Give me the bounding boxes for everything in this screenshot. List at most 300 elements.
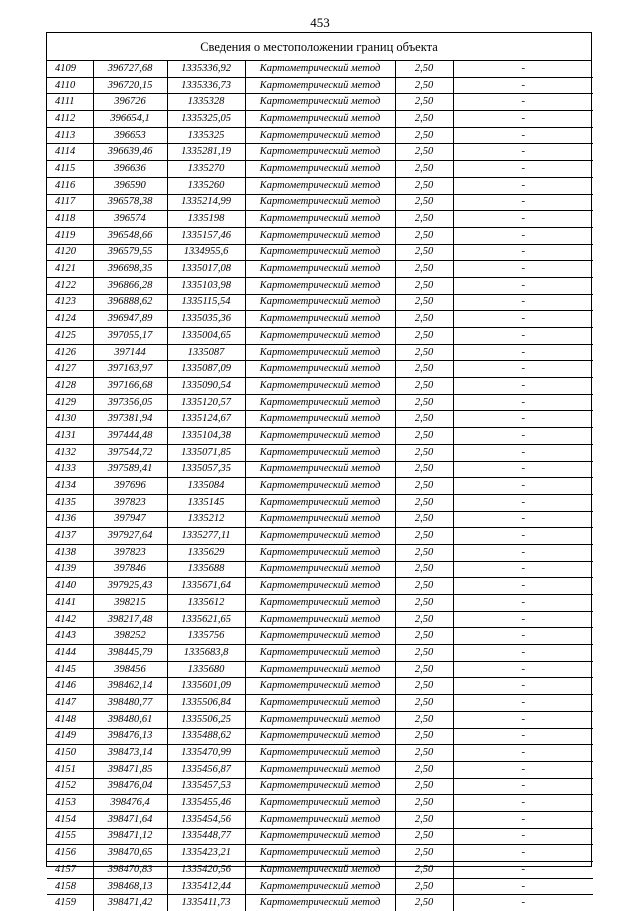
table-row	[47, 144, 593, 161]
description-cell: -	[453, 127, 593, 144]
description-cell: -	[453, 695, 593, 712]
table-row	[47, 478, 593, 495]
x-coordinate-cell: 398215	[93, 595, 167, 612]
table-row	[47, 628, 593, 645]
point-number-cell: 4119	[47, 227, 93, 244]
description-cell: -	[453, 728, 593, 745]
x-coordinate-cell: 398445,79	[93, 645, 167, 662]
page-number: 453	[310, 15, 330, 30]
table-row	[47, 611, 593, 628]
x-coordinate-cell: 398217,48	[93, 611, 167, 628]
accuracy-cell: 2,50	[395, 862, 453, 879]
description-cell: -	[453, 94, 593, 111]
y-coordinate-cell: 1335488,62	[167, 728, 245, 745]
method-cell: Картометрический метод	[245, 711, 395, 728]
y-coordinate-cell: 1335115,54	[167, 294, 245, 311]
point-number-cell: 4139	[47, 561, 93, 578]
point-number-cell: 4113	[47, 127, 93, 144]
description-cell: -	[453, 595, 593, 612]
method-cell: Картометрический метод	[245, 328, 395, 345]
accuracy-cell: 2,50	[395, 328, 453, 345]
x-coordinate-cell: 398470,65	[93, 845, 167, 862]
point-number-cell: 4146	[47, 678, 93, 695]
point-number-cell: 4109	[47, 61, 93, 77]
description-cell: -	[453, 494, 593, 511]
table-row	[47, 61, 593, 77]
table-row	[47, 461, 593, 478]
table-row	[47, 678, 593, 695]
y-coordinate-cell: 1335157,46	[167, 227, 245, 244]
point-number-cell: 4114	[47, 144, 93, 161]
table-row	[47, 695, 593, 712]
y-coordinate-cell: 1335506,25	[167, 711, 245, 728]
x-coordinate-cell: 398470,83	[93, 862, 167, 879]
x-coordinate-cell: 396578,38	[93, 194, 167, 211]
y-coordinate-cell: 1335470,99	[167, 745, 245, 762]
table-row	[47, 845, 593, 862]
point-number-cell: 4137	[47, 528, 93, 545]
method-cell: Картометрический метод	[245, 478, 395, 495]
description-cell: -	[453, 211, 593, 228]
x-coordinate-cell: 398473,14	[93, 745, 167, 762]
table-row	[47, 745, 593, 762]
table-row	[47, 795, 593, 812]
table-row	[47, 161, 593, 178]
y-coordinate-cell: 1335104,38	[167, 428, 245, 445]
table-row	[47, 194, 593, 211]
method-cell: Картометрический метод	[245, 144, 395, 161]
point-number-cell: 4116	[47, 177, 93, 194]
y-coordinate-cell: 1335270	[167, 161, 245, 178]
method-cell: Картометрический метод	[245, 494, 395, 511]
accuracy-cell: 2,50	[395, 144, 453, 161]
accuracy-cell: 2,50	[395, 878, 453, 895]
point-number-cell: 4138	[47, 544, 93, 561]
accuracy-cell: 2,50	[395, 61, 453, 77]
description-cell: -	[453, 661, 593, 678]
x-coordinate-cell: 398471,12	[93, 828, 167, 845]
x-coordinate-cell: 396636	[93, 161, 167, 178]
x-coordinate-cell: 396653	[93, 127, 167, 144]
accuracy-cell: 2,50	[395, 695, 453, 712]
x-coordinate-cell: 397144	[93, 344, 167, 361]
table-title: Сведения о местоположении границ объекта	[47, 33, 591, 61]
point-number-cell: 4118	[47, 211, 93, 228]
table-row	[47, 127, 593, 144]
description-cell: -	[453, 311, 593, 328]
point-number-cell: 4157	[47, 862, 93, 879]
y-coordinate-cell: 1335420,56	[167, 862, 245, 879]
point-number-cell: 4115	[47, 161, 93, 178]
point-number-cell: 4140	[47, 578, 93, 595]
accuracy-cell: 2,50	[395, 678, 453, 695]
description-cell: -	[453, 811, 593, 828]
description-cell: -	[453, 328, 593, 345]
point-number-cell: 4132	[47, 444, 93, 461]
accuracy-cell: 2,50	[395, 411, 453, 428]
y-coordinate-cell: 1335455,46	[167, 795, 245, 812]
table-row	[47, 661, 593, 678]
method-cell: Картометрический метод	[245, 878, 395, 895]
method-cell: Картометрический метод	[245, 578, 395, 595]
point-number-cell: 4147	[47, 695, 93, 712]
table-row	[47, 728, 593, 745]
table-row	[47, 761, 593, 778]
x-coordinate-cell: 396727,68	[93, 61, 167, 77]
accuracy-cell: 2,50	[395, 578, 453, 595]
point-number-cell: 4120	[47, 244, 93, 261]
accuracy-cell: 2,50	[395, 227, 453, 244]
point-number-cell: 4143	[47, 628, 93, 645]
point-number-cell: 4112	[47, 111, 93, 128]
y-coordinate-cell: 1335124,67	[167, 411, 245, 428]
table-row	[47, 311, 593, 328]
method-cell: Картометрический метод	[245, 194, 395, 211]
method-cell: Картометрический метод	[245, 895, 395, 911]
method-cell: Картометрический метод	[245, 378, 395, 395]
point-number-cell: 4135	[47, 494, 93, 511]
table-row	[47, 244, 593, 261]
accuracy-cell: 2,50	[395, 277, 453, 294]
x-coordinate-cell: 398476,4	[93, 795, 167, 812]
boundary-table-frame	[46, 32, 592, 909]
point-number-cell: 4144	[47, 645, 93, 662]
accuracy-cell: 2,50	[395, 461, 453, 478]
table-row	[47, 595, 593, 612]
y-coordinate-cell: 1335145	[167, 494, 245, 511]
method-cell: Картометрический метод	[245, 61, 395, 77]
x-coordinate-cell: 396639,46	[93, 144, 167, 161]
description-cell: -	[453, 461, 593, 478]
description-cell: -	[453, 544, 593, 561]
method-cell: Картометрический метод	[245, 411, 395, 428]
accuracy-cell: 2,50	[395, 127, 453, 144]
point-number-cell: 4128	[47, 378, 93, 395]
description-cell: -	[453, 611, 593, 628]
x-coordinate-cell: 398471,85	[93, 761, 167, 778]
method-cell: Картометрический метод	[245, 828, 395, 845]
x-coordinate-cell: 397696	[93, 478, 167, 495]
description-cell: -	[453, 528, 593, 545]
description-cell: -	[453, 878, 593, 895]
accuracy-cell: 2,50	[395, 561, 453, 578]
table-row	[47, 862, 593, 879]
x-coordinate-cell: 397444,48	[93, 428, 167, 445]
table-row	[47, 528, 593, 545]
description-cell: -	[453, 344, 593, 361]
method-cell: Картометрический метод	[245, 311, 395, 328]
table-row	[47, 111, 593, 128]
accuracy-cell: 2,50	[395, 778, 453, 795]
y-coordinate-cell: 1335411,73	[167, 895, 245, 911]
y-coordinate-cell: 1335120,57	[167, 394, 245, 411]
description-cell: -	[453, 61, 593, 77]
description-cell: -	[453, 361, 593, 378]
y-coordinate-cell: 1335336,73	[167, 77, 245, 94]
x-coordinate-cell: 396548,66	[93, 227, 167, 244]
point-number-cell: 4111	[47, 94, 93, 111]
point-number-cell: 4131	[47, 428, 93, 445]
method-cell: Картометрический метод	[245, 544, 395, 561]
table-row	[47, 428, 593, 445]
description-cell: -	[453, 194, 593, 211]
accuracy-cell: 2,50	[395, 795, 453, 812]
table-row	[47, 211, 593, 228]
description-cell: -	[453, 678, 593, 695]
table-row	[47, 378, 593, 395]
y-coordinate-cell: 1335671,64	[167, 578, 245, 595]
y-coordinate-cell: 1335456,87	[167, 761, 245, 778]
boundary-coordinates-table	[47, 61, 593, 911]
description-cell: -	[453, 578, 593, 595]
x-coordinate-cell: 397947	[93, 511, 167, 528]
accuracy-cell: 2,50	[395, 544, 453, 561]
y-coordinate-cell: 1334955,6	[167, 244, 245, 261]
accuracy-cell: 2,50	[395, 761, 453, 778]
y-coordinate-cell: 1335087	[167, 344, 245, 361]
accuracy-cell: 2,50	[395, 294, 453, 311]
method-cell: Картометрический метод	[245, 595, 395, 612]
accuracy-cell: 2,50	[395, 828, 453, 845]
table-row	[47, 444, 593, 461]
method-cell: Картометрический метод	[245, 294, 395, 311]
accuracy-cell: 2,50	[395, 428, 453, 445]
accuracy-cell: 2,50	[395, 111, 453, 128]
y-coordinate-cell: 1335071,85	[167, 444, 245, 461]
description-cell: -	[453, 244, 593, 261]
description-cell: -	[453, 428, 593, 445]
x-coordinate-cell: 398468,13	[93, 878, 167, 895]
y-coordinate-cell: 1335612	[167, 595, 245, 612]
x-coordinate-cell: 396866,28	[93, 277, 167, 294]
x-coordinate-cell: 397544,72	[93, 444, 167, 461]
method-cell: Картометрический метод	[245, 628, 395, 645]
y-coordinate-cell: 1335457,53	[167, 778, 245, 795]
point-number-cell: 4127	[47, 361, 93, 378]
description-cell: -	[453, 511, 593, 528]
x-coordinate-cell: 398471,42	[93, 895, 167, 911]
method-cell: Картометрический метод	[245, 211, 395, 228]
point-number-cell: 4142	[47, 611, 93, 628]
method-cell: Картометрический метод	[245, 77, 395, 94]
y-coordinate-cell: 1335325,05	[167, 111, 245, 128]
table-row	[47, 895, 593, 911]
method-cell: Картометрический метод	[245, 511, 395, 528]
point-number-cell: 4117	[47, 194, 93, 211]
point-number-cell: 4124	[47, 311, 93, 328]
y-coordinate-cell: 1335214,99	[167, 194, 245, 211]
description-cell: -	[453, 828, 593, 845]
table-row	[47, 494, 593, 511]
method-cell: Картометрический метод	[245, 528, 395, 545]
description-cell: -	[453, 478, 593, 495]
description-cell: -	[453, 161, 593, 178]
point-number-cell: 4155	[47, 828, 93, 845]
description-cell: -	[453, 411, 593, 428]
x-coordinate-cell: 397823	[93, 544, 167, 561]
point-number-cell: 4159	[47, 895, 93, 911]
y-coordinate-cell: 1335680	[167, 661, 245, 678]
x-coordinate-cell: 396698,35	[93, 261, 167, 278]
y-coordinate-cell: 1335688	[167, 561, 245, 578]
point-number-cell: 4151	[47, 761, 93, 778]
x-coordinate-cell: 396888,62	[93, 294, 167, 311]
point-number-cell: 4130	[47, 411, 93, 428]
accuracy-cell: 2,50	[395, 311, 453, 328]
description-cell: -	[453, 711, 593, 728]
x-coordinate-cell: 397823	[93, 494, 167, 511]
method-cell: Картометрический метод	[245, 127, 395, 144]
x-coordinate-cell: 398480,61	[93, 711, 167, 728]
method-cell: Картометрический метод	[245, 845, 395, 862]
y-coordinate-cell: 1335629	[167, 544, 245, 561]
accuracy-cell: 2,50	[395, 344, 453, 361]
table-row	[47, 411, 593, 428]
table-row	[47, 645, 593, 662]
accuracy-cell: 2,50	[395, 378, 453, 395]
y-coordinate-cell: 1335423,21	[167, 845, 245, 862]
description-cell: -	[453, 144, 593, 161]
x-coordinate-cell: 398480,77	[93, 695, 167, 712]
method-cell: Картометрический метод	[245, 811, 395, 828]
description-cell: -	[453, 761, 593, 778]
method-cell: Картометрический метод	[245, 645, 395, 662]
description-cell: -	[453, 444, 593, 461]
accuracy-cell: 2,50	[395, 494, 453, 511]
accuracy-cell: 2,50	[395, 811, 453, 828]
table-row	[47, 878, 593, 895]
description-cell: -	[453, 394, 593, 411]
point-number-cell: 4150	[47, 745, 93, 762]
method-cell: Картометрический метод	[245, 344, 395, 361]
method-cell: Картометрический метод	[245, 244, 395, 261]
accuracy-cell: 2,50	[395, 261, 453, 278]
y-coordinate-cell: 1335103,98	[167, 277, 245, 294]
table-row	[47, 261, 593, 278]
y-coordinate-cell: 1335198	[167, 211, 245, 228]
x-coordinate-cell: 397163,97	[93, 361, 167, 378]
y-coordinate-cell: 1335035,36	[167, 311, 245, 328]
point-number-cell: 4125	[47, 328, 93, 345]
table-row	[47, 578, 593, 595]
accuracy-cell: 2,50	[395, 711, 453, 728]
accuracy-cell: 2,50	[395, 595, 453, 612]
method-cell: Картометрический метод	[245, 277, 395, 294]
y-coordinate-cell: 1335756	[167, 628, 245, 645]
method-cell: Картометрический метод	[245, 428, 395, 445]
description-cell: -	[453, 177, 593, 194]
accuracy-cell: 2,50	[395, 528, 453, 545]
x-coordinate-cell: 398476,04	[93, 778, 167, 795]
table-row	[47, 361, 593, 378]
description-cell: -	[453, 628, 593, 645]
method-cell: Картометрический метод	[245, 361, 395, 378]
y-coordinate-cell: 1335448,77	[167, 828, 245, 845]
point-number-cell: 4148	[47, 711, 93, 728]
accuracy-cell: 2,50	[395, 211, 453, 228]
point-number-cell: 4153	[47, 795, 93, 812]
y-coordinate-cell: 1335087,09	[167, 361, 245, 378]
accuracy-cell: 2,50	[395, 611, 453, 628]
point-number-cell: 4156	[47, 845, 93, 862]
y-coordinate-cell: 1335084	[167, 478, 245, 495]
y-coordinate-cell: 1335601,09	[167, 678, 245, 695]
method-cell: Картометрический метод	[245, 728, 395, 745]
y-coordinate-cell: 1335017,08	[167, 261, 245, 278]
x-coordinate-cell: 398456	[93, 661, 167, 678]
x-coordinate-cell: 398476,13	[93, 728, 167, 745]
y-coordinate-cell: 1335277,11	[167, 528, 245, 545]
description-cell: -	[453, 561, 593, 578]
accuracy-cell: 2,50	[395, 478, 453, 495]
accuracy-cell: 2,50	[395, 728, 453, 745]
method-cell: Картометрический метод	[245, 745, 395, 762]
method-cell: Картометрический метод	[245, 394, 395, 411]
point-number-cell: 4121	[47, 261, 93, 278]
accuracy-cell: 2,50	[395, 77, 453, 94]
description-cell: -	[453, 77, 593, 94]
table-row	[47, 294, 593, 311]
y-coordinate-cell: 1335412,44	[167, 878, 245, 895]
x-coordinate-cell: 396590	[93, 177, 167, 194]
y-coordinate-cell: 1335090,54	[167, 378, 245, 395]
y-coordinate-cell: 1335506,84	[167, 695, 245, 712]
point-number-cell: 4152	[47, 778, 93, 795]
table-body	[47, 61, 593, 911]
x-coordinate-cell: 397925,43	[93, 578, 167, 595]
accuracy-cell: 2,50	[395, 511, 453, 528]
x-coordinate-cell: 396654,1	[93, 111, 167, 128]
y-coordinate-cell: 1335325	[167, 127, 245, 144]
y-coordinate-cell: 1335260	[167, 177, 245, 194]
table-row	[47, 811, 593, 828]
x-coordinate-cell: 397846	[93, 561, 167, 578]
x-coordinate-cell: 396947,89	[93, 311, 167, 328]
method-cell: Картометрический метод	[245, 695, 395, 712]
description-cell: -	[453, 778, 593, 795]
x-coordinate-cell: 397381,94	[93, 411, 167, 428]
method-cell: Картометрический метод	[245, 611, 395, 628]
accuracy-cell: 2,50	[395, 177, 453, 194]
table-row	[47, 344, 593, 361]
description-cell: -	[453, 862, 593, 879]
accuracy-cell: 2,50	[395, 444, 453, 461]
y-coordinate-cell: 1335683,8	[167, 645, 245, 662]
x-coordinate-cell: 398471,64	[93, 811, 167, 828]
accuracy-cell: 2,50	[395, 194, 453, 211]
method-cell: Картометрический метод	[245, 761, 395, 778]
y-coordinate-cell: 1335328	[167, 94, 245, 111]
method-cell: Картометрический метод	[245, 94, 395, 111]
accuracy-cell: 2,50	[395, 845, 453, 862]
x-coordinate-cell: 397927,64	[93, 528, 167, 545]
method-cell: Картометрический метод	[245, 795, 395, 812]
table-row	[47, 277, 593, 294]
accuracy-cell: 2,50	[395, 628, 453, 645]
accuracy-cell: 2,50	[395, 895, 453, 911]
accuracy-cell: 2,50	[395, 394, 453, 411]
method-cell: Картометрический метод	[245, 111, 395, 128]
method-cell: Картометрический метод	[245, 444, 395, 461]
table-row	[47, 511, 593, 528]
table-row	[47, 561, 593, 578]
method-cell: Картометрический метод	[245, 561, 395, 578]
method-cell: Картометрический метод	[245, 678, 395, 695]
y-coordinate-cell: 1335057,35	[167, 461, 245, 478]
method-cell: Картометрический метод	[245, 177, 395, 194]
point-number-cell: 4149	[47, 728, 93, 745]
x-coordinate-cell: 396720,15	[93, 77, 167, 94]
